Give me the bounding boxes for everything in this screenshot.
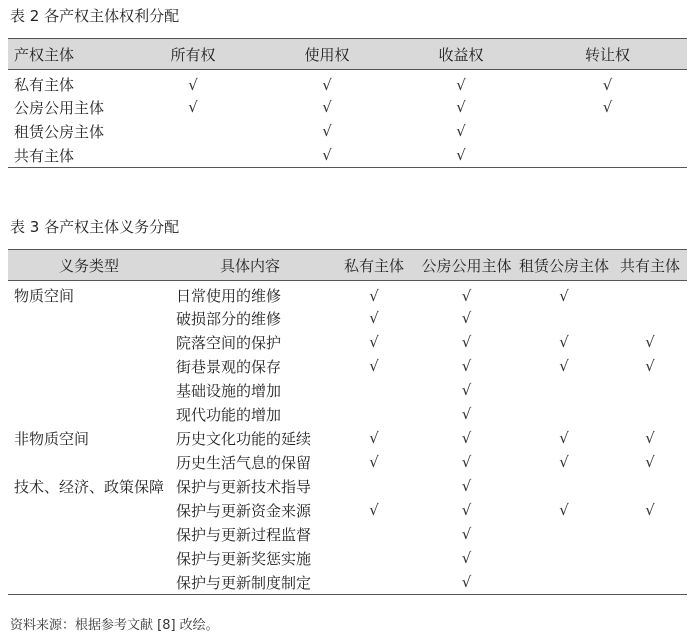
check-cell (515, 450, 613, 474)
check-cell (418, 426, 515, 450)
check-cell (528, 70, 687, 96)
check-mark-icon: √ (369, 286, 379, 305)
check-mark-icon: √ (369, 429, 379, 447)
check-mark-icon: √ (645, 501, 655, 519)
check-cell (418, 354, 515, 378)
check-cell (330, 306, 418, 330)
obligation-content: 保护与更新过程监督 (176, 525, 312, 544)
check-cell (330, 402, 418, 426)
table-row (8, 450, 687, 474)
row-label: 共有主体 (8, 143, 126, 168)
obligation-content: 院落空间的保护 (176, 333, 282, 352)
check-cell (515, 306, 613, 330)
check-mark-icon: √ (559, 429, 569, 447)
check-cell (613, 306, 687, 330)
check-cell (126, 119, 260, 143)
check-cell (418, 281, 515, 307)
obligation-type (8, 306, 170, 330)
check-cell (613, 402, 687, 426)
check-mark-icon: √ (559, 286, 569, 305)
check-mark-icon: √ (559, 333, 569, 351)
table-row (8, 281, 687, 307)
obligation-type (8, 570, 170, 595)
obligation-content: 保护与更新制度制定 (170, 570, 330, 595)
check-cell (613, 426, 687, 450)
check-cell (330, 546, 418, 570)
table-row (8, 402, 687, 426)
check-mark-icon: √ (559, 357, 569, 375)
check-mark-icon: √ (369, 453, 379, 471)
header-use-right: 使用权 (260, 39, 394, 70)
obligations-table-header (8, 250, 687, 281)
obligation-type (8, 402, 170, 426)
check-cell (418, 474, 515, 498)
check-cell (515, 522, 613, 546)
check-cell (126, 95, 260, 119)
obligation-type (8, 330, 170, 354)
obligation-content: 现代功能的增加 (176, 405, 282, 424)
check-cell (260, 70, 394, 96)
obligation-type (8, 378, 170, 402)
table-row (8, 378, 687, 402)
obligation-content: 保护与更新资金来源 (176, 501, 312, 520)
check-mark-icon: √ (188, 75, 198, 94)
check-cell (613, 570, 687, 595)
check-cell (126, 143, 260, 168)
check-cell (126, 70, 260, 96)
table-row (8, 522, 687, 546)
check-cell (330, 570, 418, 595)
check-cell (515, 281, 613, 307)
check-mark-icon: √ (461, 333, 472, 351)
header-obligation-type: 义务类型 (8, 250, 170, 281)
check-cell (515, 498, 613, 522)
check-cell (515, 354, 613, 378)
check-mark-icon: √ (461, 501, 472, 519)
check-cell (528, 119, 687, 143)
check-cell (394, 70, 528, 96)
table-row (8, 330, 687, 354)
table-row (8, 354, 687, 378)
check-cell (613, 474, 687, 498)
check-cell (394, 95, 528, 119)
obligation-type (8, 522, 170, 546)
check-mark-icon: √ (645, 357, 655, 375)
check-mark-icon: √ (461, 381, 472, 399)
obligation-content: 保护与更新技术指导 (176, 477, 312, 496)
check-cell (394, 119, 528, 143)
check-mark-icon: √ (461, 286, 472, 305)
table-row (8, 474, 687, 498)
table-row (8, 426, 687, 450)
obligation-content: 历史文化功能的延续 (176, 429, 312, 448)
check-cell (330, 281, 418, 307)
check-cell (418, 570, 515, 595)
table-row (8, 95, 687, 119)
check-mark-icon: √ (456, 122, 466, 140)
check-cell (418, 498, 515, 522)
check-cell (613, 330, 687, 354)
check-mark-icon: √ (645, 333, 655, 351)
check-mark-icon: √ (645, 429, 655, 447)
rights-table-header (8, 39, 687, 70)
row-label: 私有主体 (14, 76, 75, 94)
check-mark-icon: √ (322, 75, 332, 94)
check-cell (260, 95, 394, 119)
source-note: 资料来源：根据参考文献 [8] 改绘。 (10, 618, 219, 633)
check-mark-icon: √ (602, 98, 613, 116)
check-mark-icon: √ (322, 146, 332, 164)
table3-caption: 表 3 各产权主体义务分配 (10, 218, 180, 236)
table-row (8, 119, 687, 143)
check-cell (418, 306, 515, 330)
check-cell (613, 281, 687, 307)
header-private-subject: 私有主体 (330, 250, 418, 281)
table-row (8, 70, 687, 96)
check-cell (613, 546, 687, 570)
check-cell (515, 570, 613, 595)
table-row (8, 546, 687, 570)
check-cell (394, 143, 528, 168)
check-cell (418, 522, 515, 546)
obligation-type (8, 354, 170, 378)
check-mark-icon: √ (559, 453, 569, 471)
obligation-content: 破损部分的维修 (176, 309, 282, 328)
check-cell (613, 450, 687, 474)
obligation-content: 保护与更新奖惩实施 (176, 549, 312, 568)
check-cell (330, 474, 418, 498)
obligation-content: 日常使用的维修 (176, 287, 282, 305)
rights-table (8, 38, 687, 168)
check-cell (330, 354, 418, 378)
check-cell (418, 402, 515, 426)
check-mark-icon: √ (461, 429, 472, 447)
check-mark-icon: √ (456, 75, 466, 94)
table-row (8, 498, 687, 522)
check-cell (613, 522, 687, 546)
obligation-type (8, 498, 170, 522)
check-cell (418, 546, 515, 570)
obligation-type: 技术、经济、政策保障 (14, 477, 165, 496)
check-cell (330, 450, 418, 474)
check-mark-icon: √ (461, 405, 472, 423)
check-cell (613, 354, 687, 378)
obligation-type (8, 546, 170, 570)
check-cell (260, 119, 394, 143)
check-cell (330, 498, 418, 522)
table-row (8, 570, 687, 595)
check-mark-icon: √ (461, 525, 472, 543)
check-mark-icon: √ (322, 122, 332, 140)
table-row (8, 143, 687, 168)
header-income-right: 收益权 (394, 39, 528, 70)
check-mark-icon: √ (369, 333, 379, 351)
check-cell (330, 522, 418, 546)
check-mark-icon: √ (461, 357, 472, 375)
check-mark-icon: √ (369, 501, 379, 519)
check-cell (418, 378, 515, 402)
row-label: 租赁公房主体 (14, 122, 105, 141)
check-mark-icon: √ (461, 309, 472, 327)
header-transfer-right: 转让权 (528, 39, 687, 70)
obligation-content: 基础设施的增加 (176, 381, 282, 400)
obligation-type (8, 450, 170, 474)
header-public-housing-subject: 公房公用主体 (418, 250, 515, 281)
check-cell (528, 95, 687, 119)
check-mark-icon: √ (456, 146, 466, 164)
check-mark-icon: √ (461, 549, 472, 567)
check-mark-icon: √ (188, 98, 198, 116)
header-subject: 产权主体 (8, 39, 126, 70)
obligation-content: 历史生活气息的保留 (176, 453, 312, 472)
check-cell (613, 378, 687, 402)
row-label: 公房公用主体 (14, 98, 105, 117)
check-mark-icon: √ (461, 477, 472, 495)
check-cell (515, 330, 613, 354)
header-rental-subject: 租赁公房主体 (515, 250, 613, 281)
check-mark-icon: √ (369, 309, 379, 327)
table2-caption: 表 2 各产权主体权利分配 (10, 7, 180, 25)
check-cell (260, 143, 394, 168)
check-cell (418, 330, 515, 354)
check-cell (515, 426, 613, 450)
check-mark-icon: √ (456, 98, 466, 116)
check-mark-icon: √ (602, 75, 613, 94)
header-shared-subject: 共有主体 (613, 250, 687, 281)
check-cell (528, 143, 687, 168)
obligation-type: 物质空间 (14, 287, 75, 305)
check-mark-icon: √ (645, 453, 655, 471)
obligation-type: 非物质空间 (14, 429, 90, 448)
check-cell (515, 402, 613, 426)
header-content: 具体内容 (170, 250, 330, 281)
obligations-table (8, 249, 687, 595)
check-mark-icon: √ (322, 98, 332, 116)
check-cell (418, 450, 515, 474)
check-mark-icon: √ (559, 501, 569, 519)
check-cell (330, 378, 418, 402)
check-cell (515, 474, 613, 498)
check-cell (515, 546, 613, 570)
header-ownership: 所有权 (126, 39, 260, 70)
check-cell (330, 426, 418, 450)
check-cell (330, 330, 418, 354)
check-mark-icon: √ (461, 453, 472, 471)
check-mark-icon: √ (369, 357, 379, 375)
obligation-content: 街巷景观的保存 (176, 357, 282, 376)
check-cell (515, 378, 613, 402)
check-mark-icon: √ (461, 573, 472, 591)
check-cell (613, 498, 687, 522)
table-row (8, 306, 687, 330)
